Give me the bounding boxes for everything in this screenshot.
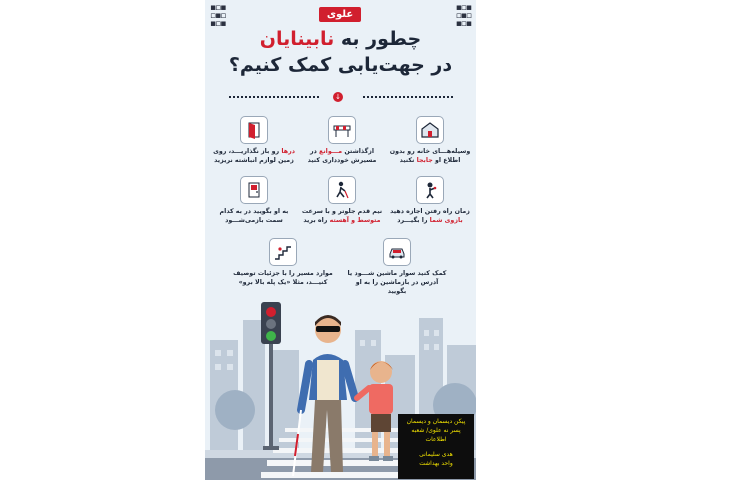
arrow-down-icon: ↓ (333, 92, 343, 102)
stairs-icon (269, 238, 297, 266)
caption-line: واحد بهداشت (419, 460, 453, 467)
brand-badge: علوی (319, 7, 361, 22)
tip-doors: درها رو باز نگذاریـــد، روی زمین لوازم انباشته نریزید (211, 116, 297, 165)
caption-line: پیکن دیسمان و دیسمان (406, 418, 466, 425)
page-title (205, 26, 476, 78)
tip-direction: به او بگویید در به کدام سمت بازمی‌شـــود (211, 176, 297, 225)
tip-describe: موارد مسیر را با جزئیات توصیف کنیـــد، مثلا «یک پله بالا برو» (233, 238, 333, 287)
infographic-poster (205, 0, 476, 480)
corner-dots-icon: ▪▫▪ ▫▪▫ ▪▫▪ (455, 3, 471, 29)
caption-overlay (398, 414, 474, 479)
title-accent: نابینایان (259, 28, 335, 50)
caption-line: هدی سلیمانی (419, 451, 453, 458)
divider (363, 96, 453, 98)
door-direction-icon (240, 176, 268, 204)
tip-pace: نیم قدم جلوتر و با سرعت متوسط و آهسته راه برید (299, 176, 385, 225)
caption-line: اطلاعات (425, 436, 447, 443)
tip-home: وسیله‌هـــای خانه رو بدون اطلاع او جابجا نکنید (387, 116, 473, 165)
caption-line: پسر نه علوی/ شعبه (411, 427, 461, 434)
divider (229, 96, 319, 98)
corner-dots-icon: ▪▫▪ ▫▪▫ ▪▫▪ (210, 3, 226, 29)
tip-obstacles: ازگذاشتن مـــوانع در مسیرش خودداری کنید (299, 116, 385, 165)
car-icon (383, 238, 411, 266)
door-icon (240, 116, 268, 144)
barrier-icon (328, 116, 356, 144)
house-icon (416, 116, 444, 144)
tip-car: کمک کنید سوار ماشین شـــود یا آدرس در بازماشین را به او بگویید (347, 238, 447, 296)
tip-arm: زمان راه رفتن اجازه دهید بازوی شما را بگیـــرد (387, 176, 473, 225)
tree-icon (215, 390, 255, 430)
title-line2: در جهت‌یابی کمک کنیم؟ (228, 54, 453, 76)
walking-icon (328, 176, 356, 204)
person-icon (416, 176, 444, 204)
title-prefix: چطور به (334, 28, 422, 50)
